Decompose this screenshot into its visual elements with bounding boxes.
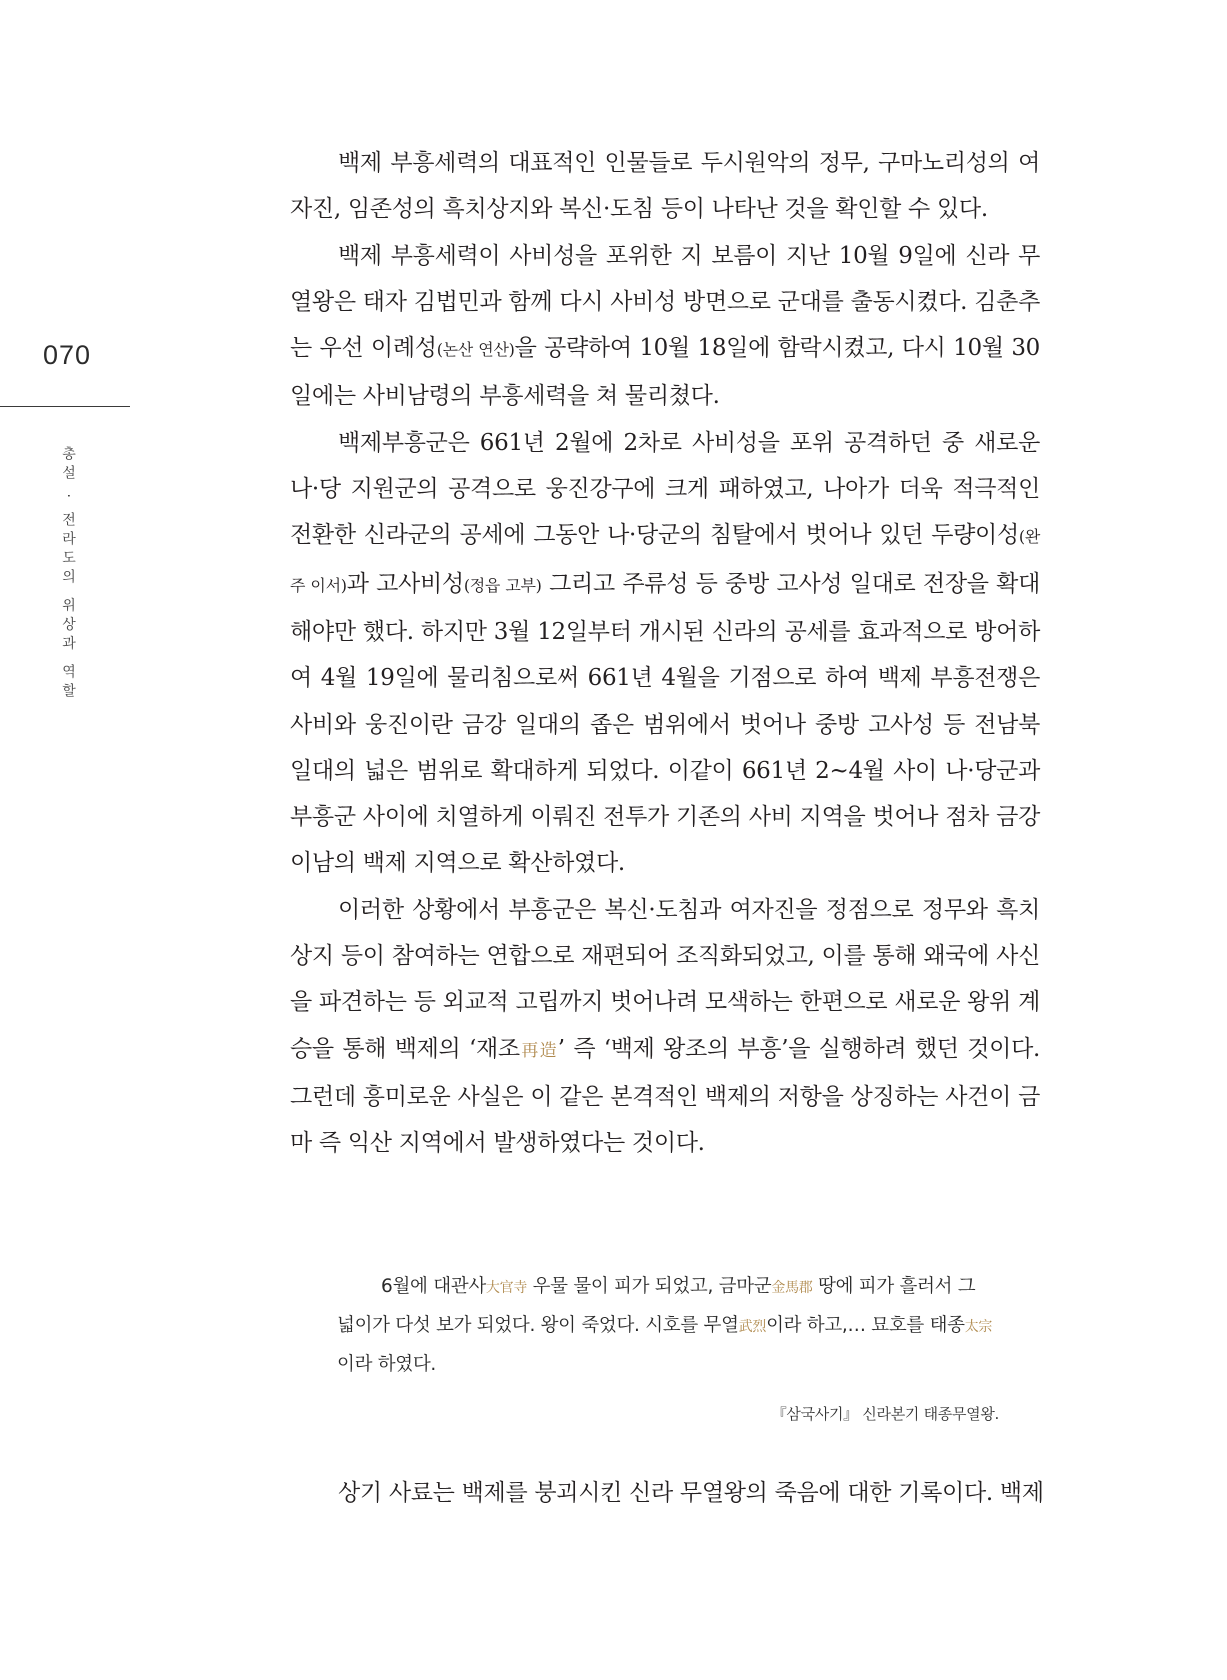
side-divider <box>0 406 130 407</box>
place-note: (완주 이서) <box>290 527 1040 595</box>
paragraph-1: 백제 부흥세력의 대표적인 인물들로 두시원악의 정무, 구마노리성의 여자진, 임존성의 흑치상지와 복신·도침 등이 나타난 것을 확인할 수 있다. <box>290 150 1040 223</box>
quote-citation: 『삼국사기』 신라본기 태종무열왕. <box>771 1405 999 1423</box>
section-title: 총설 · 전라도의 위상과 역할 <box>60 446 76 703</box>
hanja-annotation: 太宗 <box>964 1319 993 1335</box>
paragraph-5: 상기 사료는 백제를 붕괴시킨 신라 무열왕의 죽음에 대한 기록이다. 백제 <box>338 1480 1044 1506</box>
continuation-text <box>290 1470 1044 1516</box>
place-note: (논산 연산) <box>436 340 515 360</box>
hanja-annotation: 武烈 <box>738 1319 767 1335</box>
quote-text: 6월에 대관사大官寺 우물 물이 피가 되었고, 금마군金馬郡 땅에 피가 흘러서 그 넓이가 다섯 보가 되었다. 왕이 죽었다. 시호를 무열武烈이라 하고,… 묘호를 태종太宗이라 하였다. <box>337 1276 993 1375</box>
hanja-annotation: 再造 <box>519 1040 558 1061</box>
paragraph-4: 이러한 상황에서 부흥군은 복신·도침과 여자진을 정점으로 정무와 흑치상지 등이 참여하는 연합으로 재편되어 조직화되었고, 이를 통해 왜국에 사신을 파견하는 등 외교적 고립까지 벗어나려 모색하는 한편으로 새로운 왕위 계승을 통해 백제의 ‘재조再造’ 즉 ‘백제 왕조의 부흥’을 실행하려 했던 것이다. 그런데 흥미로운 사실은 이 같은 본격적인 백제의 저항을 상징하는 사건이 금마 즉 익산 지역에서 발생하였다는 것이다. <box>290 896 1040 1157</box>
hanja-annotation: 大官寺 <box>485 1280 528 1296</box>
hanja-annotation: 金馬郡 <box>771 1280 813 1296</box>
body-text <box>290 140 1040 1167</box>
place-note: (정읍 고부) <box>463 575 542 595</box>
source-quote <box>337 1268 997 1384</box>
page-number: 070 <box>43 340 92 370</box>
paragraph-2: 백제 부흥세력이 사비성을 포위한 지 보름이 지난 10월 9일에 신라 무열왕은 태자 김법민과 함께 다시 사비성 방면으로 군대를 출동시켰다. 김춘추는 우선 이례성(논산 연산)을 공략하여 10월 18일에 함락시켰고, 다시 10월 30일에는 사비남령의 부흥세력을 쳐 물리쳤다. <box>290 242 1041 410</box>
paragraph-3: 백제부흥군은 661년 2월에 2차로 사비성을 포위 공격하던 중 새로운 나·당 지원군의 공격으로 웅진강구에 크게 패하였고, 나아가 더욱 적극적인 전환한 신라군의 공세에 그동안 나·당군의 침탈에서 벗어나 있던 두량이성(완주 이서)과 고사비성(정읍 고부) 그리고 주류성 등 중방 고사성 일대로 전장을 확대해야만 했다. 하지만 3월 12일부터 개시된 신라의 공세를 효과적으로 방어하여 4월 19일에 물리침으로써 661년 4월을 기점으로 하여 백제 부흥전쟁은 사비와 웅진이란 금강 일대의 좁은 범위에서 벗어나 중방 고사성 등 전남북 일대의 넓은 범위로 확대하게 되었다. 이같이 661년 2~4월 사이 나·당군과 부흥군 사이에 치열하게 이뤄진 전투가 기존의 사비 지역을 벗어나 점차 금강 이남의 백제 지역으로 확산하였다. <box>290 429 1041 877</box>
